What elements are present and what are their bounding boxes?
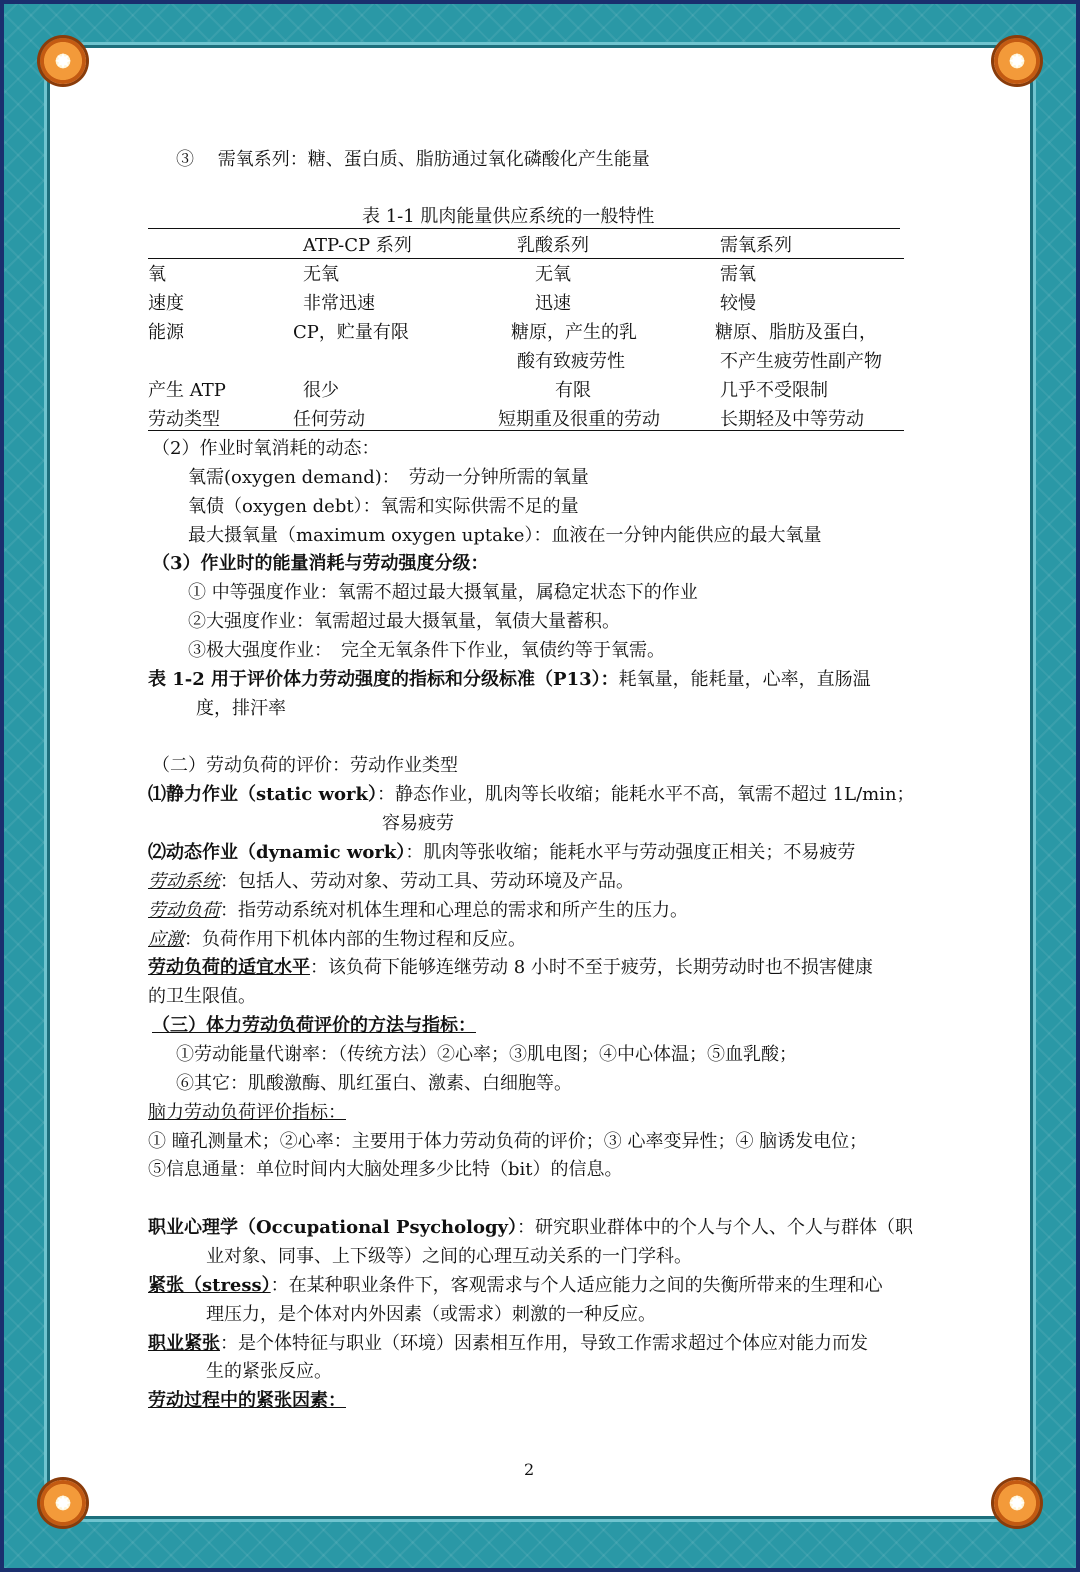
page-number: 2 — [524, 1460, 535, 1479]
corner-medallion-icon: ✸ — [40, 1480, 86, 1526]
labor-burden-text: ：指劳动系统对机体生理和心理总的需求和所产生的压力。 — [220, 900, 688, 921]
stress-response-text: ：负荷作用下机体内部的生物过程和反应。 — [184, 929, 526, 950]
tension-continuation: 理压力，是个体对内外因素（或需求）刺激的一种反应。 — [206, 1304, 656, 1325]
list-item: ① 瞳孔测量术；②心率：主要用于体力劳动负荷的评价；③ 心率变异性；④ 脑诱发电位； — [148, 1131, 868, 1152]
suitable-level-continuation: 的卫生限值。 — [148, 986, 256, 1007]
table-cell: 任何劳动 — [293, 409, 365, 430]
table-header-rule — [148, 258, 904, 259]
tension-text: ：在某种职业条件下，客观需求与个人适应能力之间的失衡所带来的生理和心 — [270, 1275, 883, 1296]
labor-system-text: ：包括人、劳动对象、劳动工具、劳动环境及产品。 — [220, 871, 634, 892]
list-item: ③极大强度作业： 完全无氧条件下作业，氧债约等于氧需。 — [188, 640, 665, 661]
table-row-label: 速度 — [148, 293, 184, 314]
labor-burden-term: 劳动负荷 — [148, 900, 220, 921]
labor-burden-line — [148, 899, 688, 923]
table-cell: 几乎不受限制 — [720, 380, 828, 401]
suitable-level-term: 劳动负荷的适宜水平 — [148, 957, 310, 978]
table-cell: 不产生疲劳性副产物 — [720, 351, 882, 372]
table-cell: 非常迅速 — [303, 293, 375, 314]
table-cell: 酸有致疲劳性 — [517, 351, 625, 372]
occupational-tension-term: 职业紧张 — [148, 1333, 220, 1354]
table-row-label: 能源 — [148, 322, 184, 343]
table-cell: 有限 — [555, 380, 591, 401]
table-row-label: 劳动类型 — [148, 409, 220, 430]
dynamic-work-text: ：肌肉等张收缩；能耗水平与劳动强度正相关；不易疲劳 — [405, 842, 856, 863]
table-top-rule — [148, 228, 900, 229]
table-header: 乳酸系列 — [517, 235, 589, 256]
table-cell: CP，贮量有限 — [293, 322, 409, 343]
occupational-tension-continuation: 生的紧张反应。 — [206, 1361, 332, 1382]
stress-response-term: 应激 — [148, 929, 184, 950]
list-item: ① 中等强度作业：氧需不超过最大摄氧量，属稳定状态下的作业 — [188, 582, 698, 603]
occupational-psychology-text: ：研究职业群体中的个人与个人、个人与群体（职 — [517, 1217, 914, 1238]
occupational-psychology-line — [148, 1216, 913, 1240]
occupational-tension-line — [148, 1332, 868, 1356]
table-cell: 糖原、脂肪及蛋白， — [715, 322, 877, 343]
table-cell: 迅速 — [535, 293, 571, 314]
suitable-level-line — [148, 956, 873, 980]
table-1-2-continuation: 度，排汗率 — [196, 698, 286, 719]
table-row-label: 产生 ATP — [148, 380, 226, 401]
static-work-term: ⑴静力作业（static work） — [148, 784, 377, 805]
tension-factors-heading: 劳动过程中的紧张因素： — [148, 1390, 346, 1411]
corner-medallion-icon: ✸ — [994, 38, 1040, 84]
tension-line — [148, 1274, 883, 1298]
suitable-level-text: ：该负荷下能够连继劳动 8 小时不至于疲劳，长期劳动时也不损害健康 — [310, 957, 873, 978]
definition-line: 氧需(oxygen demand)： 劳动一分钟所需的氧量 — [188, 467, 589, 488]
table-1-2-line — [148, 668, 871, 692]
section-heading: （二）劳动负荷的评价：劳动作业类型 — [152, 755, 458, 776]
section-heading: 脑力劳动负荷评价指标： — [148, 1102, 346, 1123]
table-caption: 表 1-1 肌肉能量供应系统的一般特性 — [362, 206, 655, 227]
table-cell: 需氧 — [720, 264, 756, 285]
definition-line: 氧债（oxygen debt）：氧需和实际供需不足的量 — [188, 496, 579, 517]
dynamic-work-term: ⑵动态作业（dynamic work） — [148, 842, 406, 863]
occupational-psychology-continuation: 业对象、同事、上下级等）之间的心理互动关系的一门学科。 — [206, 1246, 692, 1267]
labor-system-line — [148, 870, 634, 894]
table-header: 需氧系列 — [720, 235, 792, 256]
table-1-2-indicators: 耗氧量，能耗量，心率，直肠温 — [618, 669, 871, 690]
table-cell: 长期轻及中等劳动 — [720, 409, 864, 430]
list-item: ⑥其它：肌酸激酶、肌红蛋白、激素、白细胞等。 — [176, 1073, 572, 1094]
table-cell: 较慢 — [720, 293, 756, 314]
tension-term: 紧张（stress） — [148, 1275, 271, 1296]
section-heading: （2）作业时氧消耗的动态： — [152, 438, 380, 459]
definition-line: 最大摄氧量（maximum oxygen uptake）：血液在一分钟内能供应的最大氧量 — [188, 525, 822, 546]
table-cell: 无氧 — [535, 264, 571, 285]
table-cell: 很少 — [303, 380, 339, 401]
table-cell: 无氧 — [303, 264, 339, 285]
table-row-label: 氧 — [148, 264, 166, 285]
section-heading: （三）体力劳动负荷评价的方法与指标： — [152, 1015, 476, 1036]
aerobic-system-line: ③ 需氧系列：糖、蛋白质、脂肪通过氧化磷酸化产生能量 — [176, 149, 650, 170]
static-work-line — [148, 783, 915, 807]
table-cell: 糖原，产生的乳 — [511, 322, 637, 343]
table-cell: 短期重及很重的劳动 — [498, 409, 660, 430]
section-heading: （3）作业时的能量消耗与劳动强度分级： — [152, 553, 489, 574]
occupational-tension-text: ：是个体特征与职业（环境）因素相互作用，导致工作需求超过个体应对能力而发 — [220, 1333, 868, 1354]
occupational-psychology-term: 职业心理学（Occupational Psychology） — [148, 1217, 518, 1238]
list-item: ②大强度作业：氧需超过最大摄氧量，氧债大量蓄积。 — [188, 611, 620, 632]
stress-response-line — [148, 928, 526, 952]
list-item: ⑤信息通量：单位时间内大脑处理多少比特（bit）的信息。 — [148, 1159, 623, 1180]
dynamic-work-line — [148, 841, 855, 865]
static-work-text: ：静态作业，肌肉等长收缩；能耗水平不高，氧需不超过 1L/min； — [376, 784, 915, 805]
corner-medallion-icon: ✸ — [40, 38, 86, 84]
table-bottom-rule — [148, 430, 904, 431]
table-header: ATP-CP 系列 — [303, 235, 412, 256]
corner-medallion-icon: ✸ — [994, 1480, 1040, 1526]
table-1-2-title: 表 1-2 用于评价体力劳动强度的指标和分级标准（P13）： — [148, 669, 619, 690]
static-work-continuation: 容易疲劳 — [382, 813, 454, 834]
labor-system-term: 劳动系统 — [148, 871, 220, 892]
list-item: ①劳动能量代谢率：（传统方法）②心率；③肌电图；④中心体温；⑤血乳酸； — [176, 1044, 797, 1065]
